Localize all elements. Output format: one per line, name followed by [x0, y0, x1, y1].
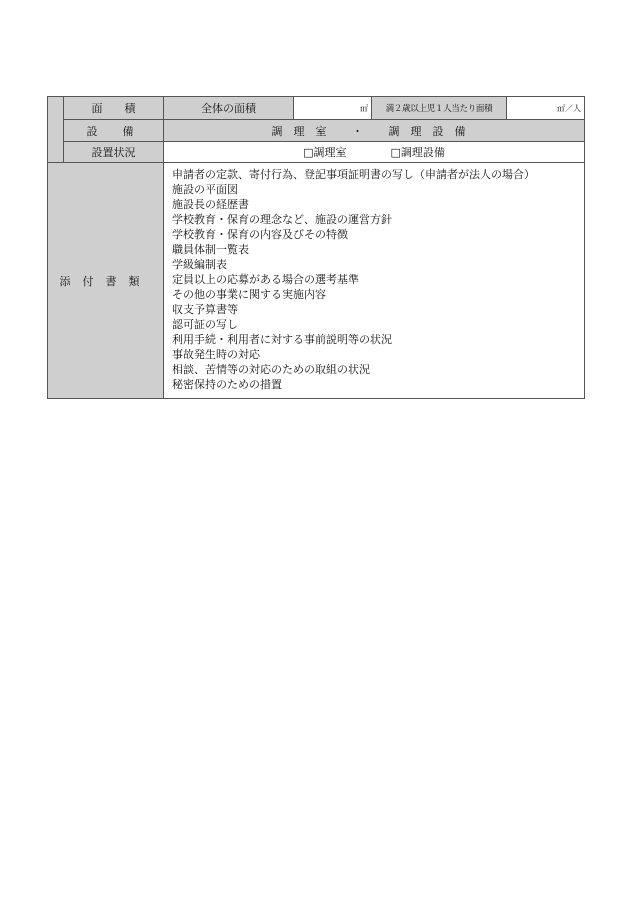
per-child-area-label: 満２歳以上児１人当たり面積	[372, 97, 507, 120]
area-label: 面 積	[64, 97, 164, 120]
attachment-item: 学校教育・保育の内容及びその特徴	[172, 228, 348, 241]
attachment-item: 申請者の定款、寄付行為、登記事項証明書の写し（申請者が法人の場合）	[172, 168, 535, 181]
attachment-item: 施設の平面図	[172, 183, 238, 196]
total-area-label: 全体の面積	[164, 97, 294, 120]
attachment-item: 職員体制一覧表	[172, 243, 249, 256]
application-form-table	[47, 96, 585, 399]
attachment-item: 利用手続・利用者に対する事前説明等の状況	[172, 333, 392, 346]
attachment-item: 定員以上の応募がある場合の選考基準	[172, 273, 359, 286]
attachment-item: 施設長の経歴書	[172, 198, 249, 211]
attachment-item: 認可証の写し	[172, 318, 238, 331]
kitchen-checkbox[interactable]: □調理室	[303, 146, 347, 159]
equipment-value: 調理室 ・ 調理設備	[164, 120, 585, 142]
attachment-item: 秘密保持のための措置	[172, 378, 282, 391]
installation-status-options	[164, 142, 585, 163]
attachment-item: 学校教育・保育の理念など、施設の運営方針	[172, 213, 392, 226]
attachment-item: 学級編制表	[172, 258, 227, 271]
attachment-item: 相談、苦情等の対応のための取組の状況	[172, 363, 370, 376]
equipment-label: 設 備	[64, 120, 164, 142]
total-area-unit: ㎡	[360, 103, 368, 113]
section-side-strip	[48, 97, 64, 163]
attachments-label: 添付書類	[48, 163, 164, 399]
attachment-item: 事故発生時の対応	[172, 348, 260, 361]
attachment-item: 収支予算書等	[172, 303, 238, 316]
total-area-field[interactable]	[294, 97, 372, 120]
per-child-area-unit: ㎡／人	[557, 103, 581, 113]
per-child-area-field[interactable]	[507, 97, 585, 120]
attachment-item: その他の事業に関する実施内容	[172, 288, 326, 301]
installation-status-label: 設置状況	[64, 142, 164, 163]
attachments-list	[164, 163, 585, 399]
kitchen-equipment-checkbox[interactable]: □調理設備	[390, 146, 445, 159]
